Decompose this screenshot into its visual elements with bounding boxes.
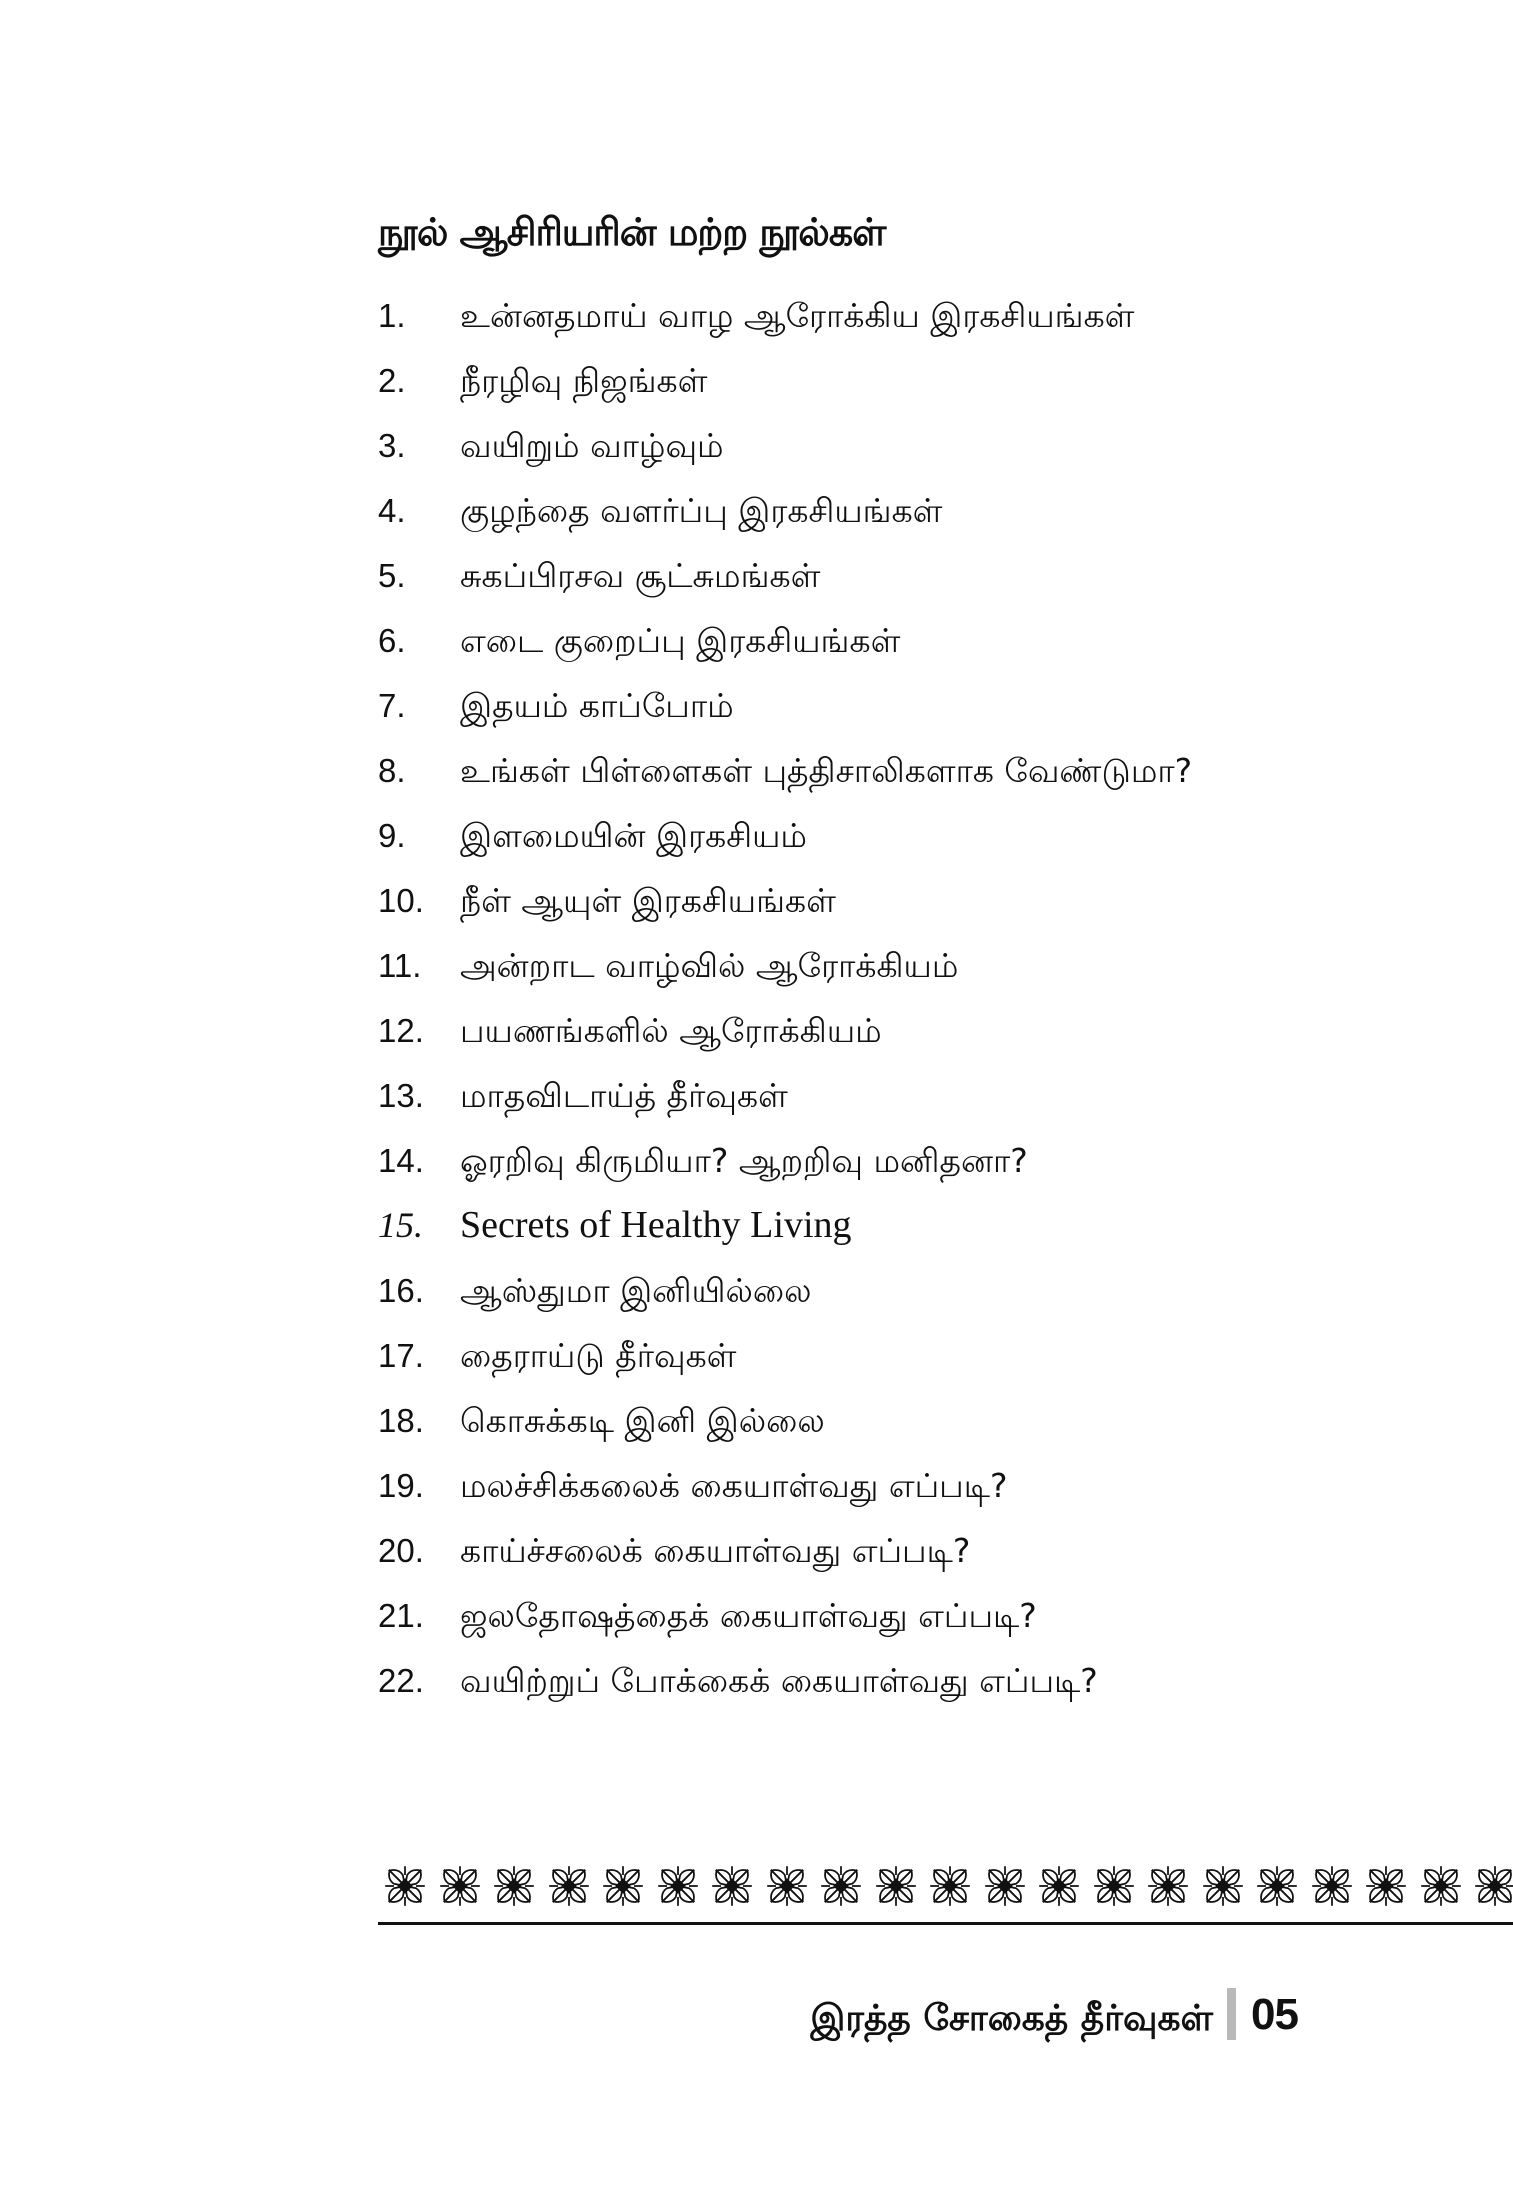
list-item-number: 6. (378, 622, 406, 659)
list-item (378, 933, 1378, 998)
flower-ornament-icon (1032, 1858, 1087, 1914)
footer-separator-bar (1227, 1988, 1236, 2040)
flower-ornament-icon (1087, 1858, 1142, 1914)
list-item-title: நீரழிவு நிஜங்கள் (460, 361, 708, 400)
list-item-title: இதயம் காப்போம் (460, 686, 734, 725)
list-item-number: 1. (378, 297, 406, 334)
list-item-title: மாதவிடாய்த் தீர்வுகள் (460, 1076, 788, 1115)
list-item-title: குழந்தை வளர்ப்பு இரகசியங்கள் (460, 491, 943, 530)
list-item-number: 17. (378, 1337, 424, 1374)
page-heading: நூல் ஆசிரியரின் மற்ற நூல்கள் (378, 210, 886, 254)
flower-ornament-icon (705, 1858, 760, 1914)
book-list (378, 283, 1378, 1713)
list-item (378, 998, 1378, 1063)
flower-ornament-icon (869, 1858, 924, 1914)
list-item-number: 18. (378, 1402, 424, 1439)
list-item (378, 1063, 1378, 1128)
list-item (378, 543, 1378, 608)
flower-ornament-icon (378, 1858, 433, 1914)
list-item-title: கொசுக்கடி இனி இல்லை (460, 1401, 825, 1440)
list-item-title: எடை குறைப்பு இரகசியங்கள் (460, 621, 901, 660)
list-item-title: வயிற்றுப் போக்கைக் கையாள்வது எப்படி? (460, 1661, 1098, 1700)
list-item (378, 738, 1378, 803)
list-item-number: 8. (378, 752, 406, 789)
list-item (378, 1453, 1378, 1518)
flower-ornament-icon (487, 1858, 542, 1914)
list-item-number: 15. (378, 1205, 423, 1245)
list-item-number: 5. (378, 557, 406, 594)
list-item-number: 22. (378, 1662, 424, 1699)
list-item (378, 673, 1378, 738)
list-item-number: 13. (378, 1077, 424, 1114)
list-item-number: 16. (378, 1272, 424, 1309)
flower-ornament-icon (1196, 1858, 1251, 1914)
flower-ornament-icon (923, 1858, 978, 1914)
list-item-title: காய்ச்சலைக் கையாள்வது எப்படி? (460, 1531, 971, 1570)
list-item-title: இளமையின் இரகசியம் (460, 816, 807, 855)
flower-ornament-icon (1250, 1858, 1305, 1914)
list-item (378, 1518, 1378, 1583)
list-item-title: அன்றாட வாழ்வில் ஆரோக்கியம் (460, 946, 959, 985)
flower-ornament-icon (542, 1858, 597, 1914)
flower-ornament-icon (1468, 1858, 1513, 1914)
list-item-title: ஜலதோஷத்தைக் கையாள்வது எப்படி? (460, 1596, 1037, 1635)
footer-divider (378, 1922, 1513, 1925)
ornament-border (378, 1858, 1513, 1914)
list-item-title: ஆஸ்துமா இனியில்லை (460, 1271, 812, 1310)
list-item-number: 7. (378, 687, 406, 724)
list-item-title: பயணங்களில் ஆரோக்கியம் (460, 1011, 882, 1050)
list-item-number: 20. (378, 1532, 424, 1569)
list-item-number: 12. (378, 1012, 424, 1049)
list-item-number: 19. (378, 1467, 424, 1504)
list-item (378, 283, 1378, 348)
list-item (378, 608, 1378, 673)
list-item-number: 21. (378, 1597, 424, 1634)
list-item-number: 4. (378, 492, 406, 529)
list-item-number: 10. (378, 882, 424, 919)
list-item-title: சுகப்பிரசவ சூட்சுமங்கள் (460, 556, 821, 595)
flower-ornament-icon (651, 1858, 706, 1914)
list-item (378, 478, 1378, 543)
list-item-number: 3. (378, 427, 406, 464)
list-item (378, 1258, 1378, 1323)
list-item (378, 1323, 1378, 1388)
list-item-title: உங்கள் பிள்ளைகள் புத்திசாலிகளாக வேண்டுமா? (460, 751, 1193, 790)
flower-ornament-icon (433, 1858, 488, 1914)
flower-ornament-icon (760, 1858, 815, 1914)
list-item-title: மலச்சிக்கலைக் கையாள்வது எப்படி? (460, 1466, 1008, 1505)
list-item (378, 1388, 1378, 1453)
running-footer-title: இரத்த சோகைத் தீர்வுகள் (810, 1998, 1213, 2039)
list-item-title: Secrets of Healthy Living (460, 1204, 852, 1246)
list-item (378, 803, 1378, 868)
list-item-number: 11. (378, 947, 422, 984)
flower-ornament-icon (1141, 1858, 1196, 1914)
list-item-title: உன்னதமாய் வாழ ஆரோக்கிய இரகசியங்கள் (460, 296, 1135, 335)
list-item-title: தைராய்டு தீர்வுகள் (460, 1336, 737, 1375)
list-item-title: வயிறும் வாழ்வும் (460, 426, 724, 465)
flower-ornament-icon (1359, 1858, 1414, 1914)
flower-ornament-icon (814, 1858, 869, 1914)
flower-ornament-icon (596, 1858, 651, 1914)
list-item-title: ஓரறிவு கிருமியா? ஆறறிவு மனிதனா? (460, 1141, 1028, 1180)
list-item-number: 14. (378, 1142, 424, 1179)
flower-ornament-icon (1305, 1858, 1360, 1914)
list-item-number: 9. (378, 817, 406, 854)
list-item (378, 413, 1378, 478)
list-item (378, 348, 1378, 413)
list-item (378, 1583, 1378, 1648)
page-number: 05 (1251, 1990, 1298, 2039)
flower-ornament-icon (978, 1858, 1033, 1914)
list-item (378, 1128, 1378, 1193)
list-item (378, 1648, 1378, 1713)
flower-ornament-icon (1414, 1858, 1469, 1914)
list-item (378, 1193, 1378, 1258)
list-item (378, 868, 1378, 933)
list-item-number: 2. (378, 362, 406, 399)
list-item-title: நீள் ஆயுள் இரகசியங்கள் (460, 881, 836, 920)
